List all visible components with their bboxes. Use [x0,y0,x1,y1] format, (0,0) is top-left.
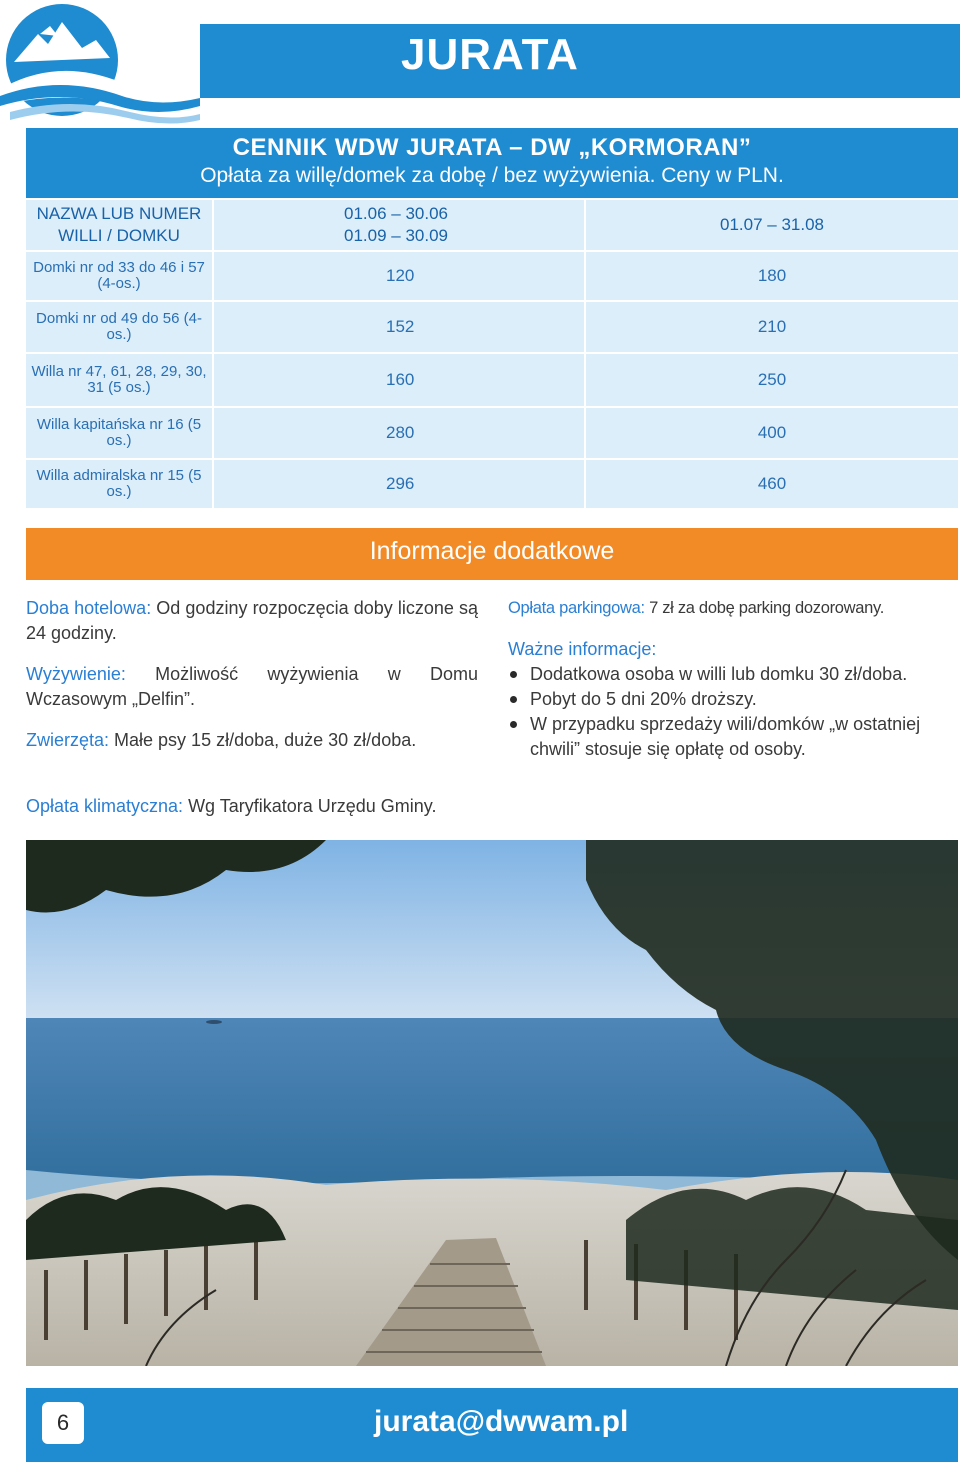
price-table [26,128,958,508]
table-row-name: Willa admiralska nr 15 (5 os.) [26,460,212,508]
table-row-price-b: 460 [586,460,958,508]
wyzywienie-label: Wyżywienie: [26,664,126,684]
table-row-price-a: 152 [214,302,584,352]
price-table-subtitle: Opłata za willę/domek za dobę / bez wyżywienia. Ceny w PLN. [200,164,784,187]
list-item: Dodatkowa osoba w willi lub domku 30 zł/doba. [508,662,960,687]
page-title: JURATA [401,30,579,79]
doba-label: Doba hotelowa: [26,598,152,618]
doba-text: Od godziny rozpoczęcia doby liczone są 24 godziny. [26,598,478,643]
list-item: Pobyt do 5 dni 20% droższy. [508,687,960,712]
info-right-column [508,596,960,762]
info-doba [26,596,478,646]
column-header-season-b: 01.07 – 31.08 [586,200,958,250]
column-header-name: NAZWA LUB NUMER WILLI / DOMKU [26,200,212,250]
table-row-price-a: 160 [214,354,584,406]
info-parking [508,596,960,621]
beach-photo [26,840,958,1366]
table-row-name: Domki nr od 49 do 56 (4-os.) [26,302,212,352]
table-row-name: Willa kapitańska nr 16 (5 os.) [26,408,212,458]
season-a-range-1: 01.06 – 30.06 [344,204,448,223]
column-header-season-a [214,200,584,250]
info-left-column [26,596,478,769]
zwierzeta-label: Zwierzęta: [26,730,110,750]
wazne-label: Ważne informacje: [508,639,657,659]
parking-text: 7 zł za dobę parking dozorowany. [644,599,885,617]
table-row-name: Domki nr od 33 do 46 i 57 (4-os.) [26,252,212,300]
page-number: 6 [42,1402,84,1444]
list-item: W przypadku sprzedaży wili/domków „w ostatniej chwili” stosuje się opłatę od osoby. [508,712,960,762]
wazne-list [508,662,960,762]
table-row-price-b: 210 [586,302,958,352]
table-row-price-b: 250 [586,354,958,406]
table-row-price-a: 120 [214,252,584,300]
zwierzeta-text: Małe psy 15 zł/doba, duże 30 zł/doba. [109,730,417,750]
wyzywienie-text: Możliwość wyżywienia w Domu Wczasowym „Delfin”. [26,664,478,709]
parking-label: Opłata parkingowa: [508,599,645,617]
info-title: Informacje dodatkowe [369,537,615,565]
info-klimat [26,794,956,819]
season-a-range-2: 01.09 – 30.09 [344,226,448,245]
klimat-label: Opłata klimatyczna: [26,796,184,816]
table-row-name: Willa nr 47, 61, 28, 29, 30, 31 (5 os.) [26,354,212,406]
logo-waves-icon [0,0,200,130]
info-zwierzeta [26,728,478,753]
table-row-price-a: 296 [214,460,584,508]
table-row-price-b: 180 [586,252,958,300]
table-row-price-b: 400 [586,408,958,458]
footer-email[interactable]: jurata@dwwam.pl [374,1405,629,1438]
klimat-text: Wg Taryfikatora Urzędu Gminy. [183,796,437,816]
price-table-title: CENNIK WDW JURATA – DW „KORMORAN” [232,134,752,161]
info-wyzywienie [26,662,478,712]
table-row-price-a: 280 [214,408,584,458]
